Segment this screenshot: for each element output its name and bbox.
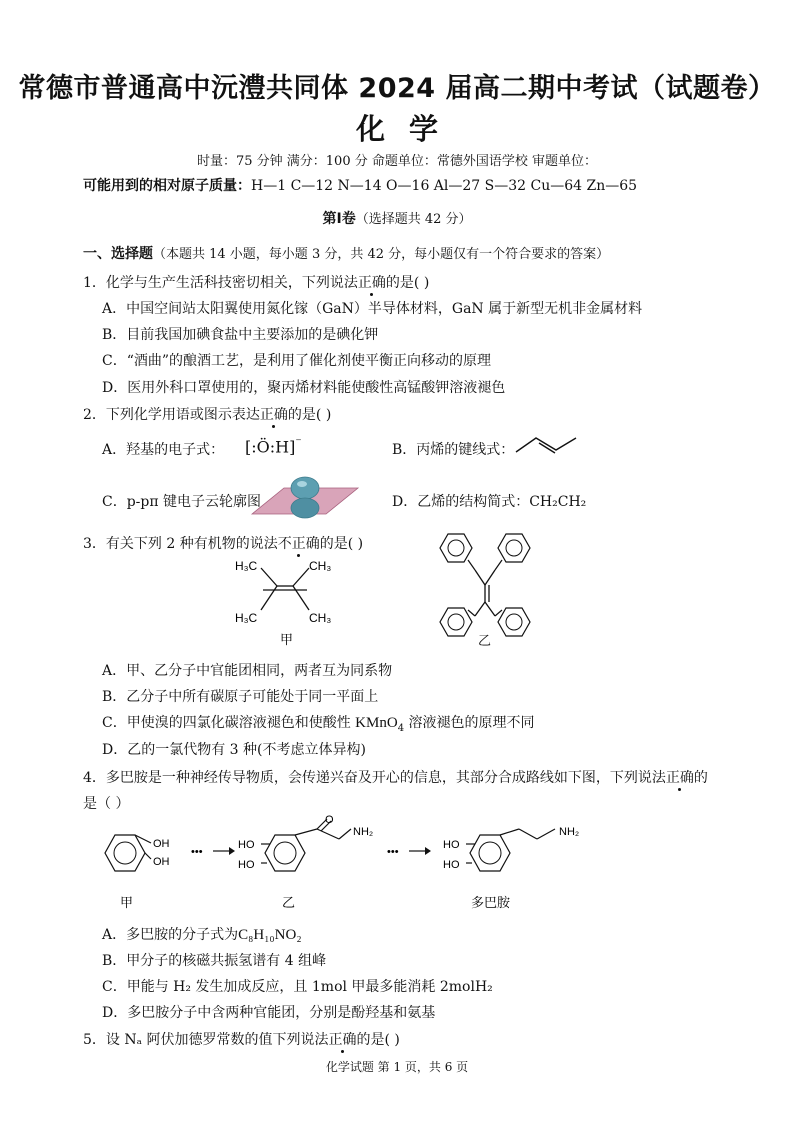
atomic-masses (83, 175, 637, 195)
propene-skeletal-formula (512, 432, 582, 456)
section-label: 一、选择题 (83, 246, 153, 262)
q2-stem-end: 的是( ) (287, 407, 332, 423)
exam-info: 时量：75 分钟 满分：100 分 命题单位：常德外国语学校 审题单位： (196, 154, 598, 169)
hydroxyl-formula-text: [:Ö:H] (245, 437, 296, 457)
atomic-masses-values: H—1 C—12 N—14 O—16 Al—27 S—32 Cu—64 Zn—65 (251, 178, 638, 194)
section-heading (83, 243, 609, 263)
hydroxyl-charge: ⁻ (295, 435, 302, 449)
q5-stem (83, 1029, 400, 1049)
q4-emphasis: 正确 (665, 770, 694, 786)
yi-oxygen: O (325, 815, 334, 826)
q2-option-d: D．乙烯的结构简式：CH₂CH₂ (392, 494, 587, 510)
q2-stem (83, 404, 331, 424)
q4-option-d: D．多巴胺分子中含两种官能团，分别是酚羟基和氨基 (102, 1005, 436, 1021)
page-footer: 化学试题 第 1 页，共 6 页 (325, 1060, 469, 1074)
dopamine-ho-bottom: HO (443, 859, 460, 871)
dopamine-formula: C₈H₁₀NO₂ (238, 927, 302, 943)
q4-option-a (102, 924, 302, 944)
hydroxyl-electron-formula (245, 435, 302, 456)
kmno4-subscript: 4 (397, 722, 405, 734)
compound-jia-structure (225, 552, 345, 648)
kmno4-formula: KMnO (355, 715, 398, 731)
yi-nh2: NH₂ (353, 826, 374, 838)
yi-ho-bottom: HO (238, 859, 255, 871)
q3-option-c (102, 712, 535, 734)
arrow1-dots: ••• (191, 846, 203, 858)
q1-stem-end: 的是( ) (385, 275, 430, 291)
q4-stem (83, 767, 708, 787)
q1-option-c: C．“酒曲”的酿酒工艺，是利用了催化剂使平衡正向移动的原理 (102, 353, 492, 369)
jia-ch3-bottom: CH₃ (309, 611, 332, 625)
q1-option-d: D．医用外科口罩使用的，聚丙烯材料能使酸性高锰酸钾溶液褪色 (102, 380, 506, 396)
q2-option-c: C．p-pπ 键电子云轮廓图 (102, 494, 262, 510)
q3-option-c-text: C．甲使溴的四氯化碳溶液褪色和使酸性 (102, 715, 356, 731)
q5-emphasis: 正确 (328, 1032, 357, 1048)
part-heading (0, 208, 794, 228)
arrow2-dots: ••• (387, 846, 399, 858)
q4-stem-text: 4．多巴胺是一种神经传导物质，会传递兴奋及开心的信息，其部分合成路线如下图，下列说法 (83, 770, 666, 786)
q4-stem-end: 的 (693, 770, 708, 786)
q2-emphasis: 正确 (259, 407, 288, 423)
part-label: 第Ⅰ卷 (322, 211, 356, 227)
q1-stem-text: 1．化学与生产生活科技密切相关，下列说法 (83, 275, 358, 291)
q1-stem (83, 272, 429, 292)
jia-oh-bottom: OH (153, 856, 170, 868)
q1-option-b: B．目前我国加碘食盐中主要添加的是碘化钾 (102, 327, 379, 343)
jia-label: 甲 (280, 632, 294, 647)
p-p-pi-bond-orbital-image (250, 472, 360, 522)
exam-title: 常德市普通高中沅澧共同体 2024 届高二期中考试（试题卷） (18, 73, 776, 104)
route-label-jia: 甲 (120, 895, 134, 910)
jia-h3c-bottom: H₃C (235, 611, 258, 625)
q4-stem-line2: 是（ ） (83, 796, 130, 812)
q3-option-d: D．乙的一氯代物有 3 种(不考虑立体异构) (102, 742, 366, 758)
q1-emphasis: 正确 (357, 275, 386, 291)
subject-title: 化学 (355, 112, 462, 146)
atomic-masses-label: 可能用到的相对原子质量： (83, 178, 251, 194)
q1-option-a: A．中国空间站太阳翼使用氮化镓（GaN）半导体材料，GaN 属于新型无机非金属材料 (102, 301, 643, 317)
q3-option-b: B．乙分子中所有碳原子可能处于同一平面上 (102, 689, 379, 705)
q4-option-c: C．甲能与 H₂ 发生加成反应，且 1mol 甲最多能消耗 2molH₂ (102, 979, 493, 995)
q3-stem-text: 3．有关下列 2 种有机物的说法 (83, 536, 278, 552)
q3-stem (83, 533, 363, 553)
q3-emphasis: 不正确 (277, 536, 320, 552)
route-label-yi: 乙 (282, 895, 296, 910)
q5-stem-end: 的是( ) (356, 1032, 400, 1048)
yi-label: 乙 (478, 634, 492, 649)
jia-ch3-top: CH₃ (309, 559, 332, 573)
q5-stem-text: 5．设 Nₐ 阿伏加德罗常数的值下列说法 (83, 1032, 329, 1048)
yi-ho-top: HO (238, 839, 255, 851)
jia-oh-top: OH (153, 838, 170, 850)
q2-option-a: A．羟基的电子式： (102, 442, 225, 458)
q2-option-b: B．丙烯的键线式： (392, 442, 515, 458)
dopamine-ho-top: HO (443, 839, 460, 851)
part-note: （选择题共 42 分） (355, 212, 472, 227)
q4-option-b: B．甲分子的核磁共振氢谱有 4 组峰 (102, 953, 327, 969)
q3-stem-end: 的是( ) (319, 536, 364, 552)
q4-option-a-text: A．多巴胺的分子式为 (102, 927, 239, 943)
route-label-dopamine: 多巴胺 (471, 895, 511, 910)
dopamine-nh2: NH₂ (559, 826, 580, 838)
dopamine-synthesis-route (95, 815, 615, 915)
q3-option-c-end: 溶液褪色的原理不同 (404, 715, 535, 731)
q2-stem-text: 2．下列化学用语或图示表达 (83, 407, 260, 423)
jia-h3c-top: H₃C (235, 559, 258, 573)
q3-option-a: A．甲、乙分子中官能团相同，两者互为同系物 (102, 663, 393, 679)
section-note: （本题共 14 小题，每小题 3 分，共 42 分，每小题仅有一个符合要求的答案） (153, 247, 610, 262)
